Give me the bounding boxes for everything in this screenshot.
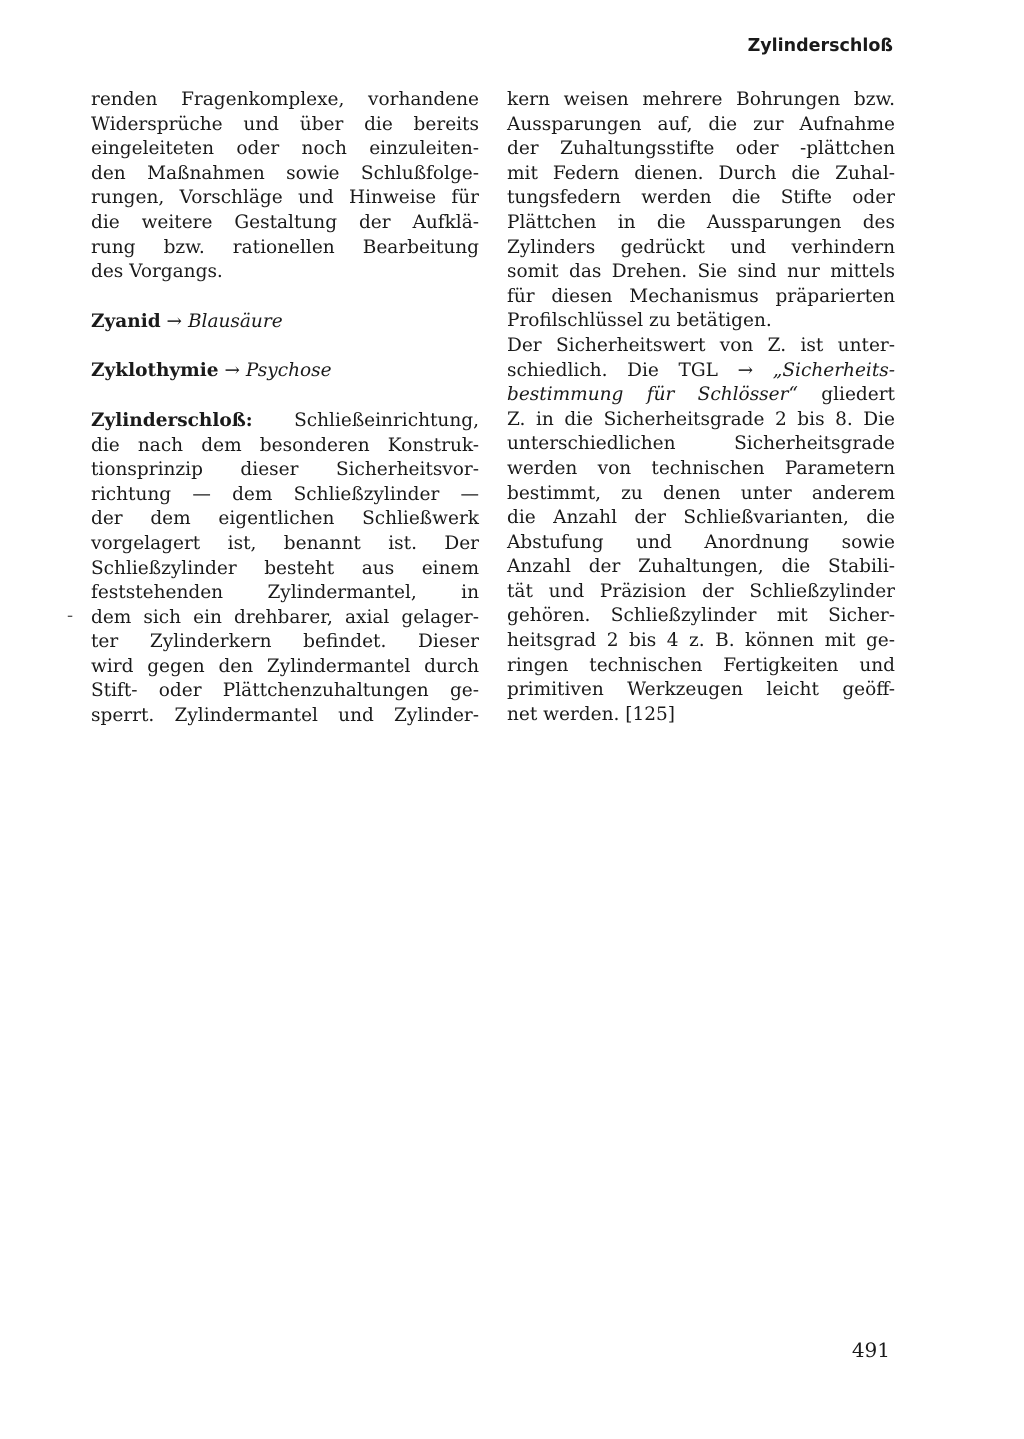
text-line: Stift- oder Plättchenzuhaltungen ge- — [91, 680, 479, 702]
text-line: Z. in die Sicherheitsgrade 2 bis 8. Die — [507, 408, 895, 430]
entry-term: Zylinderschloß: — [91, 409, 253, 431]
text-line: ter Zylinderkern befindet. Dieser — [91, 631, 479, 653]
arrow-icon: → — [224, 360, 240, 382]
text-line: heitsgrad 2 bis 4 z. B. können mit ge- — [507, 630, 895, 652]
text-line: Abstufung und Anordnung sowie — [507, 531, 895, 553]
text-line: Plättchen in die Aussparungen des — [507, 211, 895, 233]
text-line: die nach dem besonderen Konstruk- — [91, 434, 479, 456]
running-head: Zylinderschloß — [747, 36, 893, 56]
text-line: richtung — dem Schließzylinder — — [91, 483, 479, 505]
text-line: Schließzylinder besteht aus einem — [91, 557, 479, 579]
text-line: die weitere Gestaltung der Aufklä- — [91, 211, 479, 233]
text-line: werden von technischen Parametern — [507, 457, 895, 479]
text-line: Anzahl der Zuhaltungen, die Stabili- — [507, 556, 895, 578]
text-line: die Anzahl der Schließvarianten, die — [507, 507, 895, 529]
text-line: vorgelagert ist, benannt ist. Der — [91, 532, 479, 554]
margin-mark: - — [67, 605, 74, 626]
text-line: der Zuhaltungsstifte oder -plättchen — [507, 138, 895, 160]
text-line: tionsprinzip dieser Sicherheitsvor- — [91, 459, 479, 481]
text-line: dem sich ein drehbarer, axial gelager- — [91, 606, 479, 628]
text-line: tungsfedern werden die Stifte oder — [507, 187, 895, 209]
text-fragment: gliedert — [821, 384, 895, 406]
text-line: ringen technischen Fertigkeiten und — [507, 654, 895, 676]
cross-reference: Blausäure — [187, 310, 283, 332]
text-line: rung bzw. rationellen Bearbeitung — [91, 236, 479, 258]
text-line: den Maßnahmen sowie Schlußfolge- — [91, 162, 479, 184]
cross-reference: „Sicherheits- — [772, 359, 895, 381]
text-line: Profilschlüssel zu betätigen. — [507, 310, 772, 332]
right-column — [507, 88, 895, 727]
entry-zylinderschloss — [91, 409, 479, 729]
page-number: 491 — [851, 1338, 890, 1362]
text-line: wird gegen den Zylindermantel durch — [91, 655, 479, 677]
text-line: Der Sicherheitswert von Z. ist unter- — [507, 334, 895, 356]
text-line: kern weisen mehrere Bohrungen bzw. — [507, 89, 895, 110]
arrow-icon: → — [166, 310, 183, 332]
text-line: bestimmt, zu denen unter anderem — [507, 482, 895, 504]
text-line: renden Fragenkomplexe, vorhandene — [91, 89, 479, 110]
text-line: feststehenden Zylindermantel, in — [91, 582, 479, 604]
text-fragment: schiedlich. Die TGL → — [507, 359, 754, 381]
text-line: des Vorgangs. — [91, 261, 223, 283]
text-fragment: Schließeinrichtung, — [294, 409, 479, 431]
text-line: mit Federn dienen. Durch die Zuhal- — [507, 162, 895, 184]
text-line: gehören. Schließzylinder mit Sicher- — [507, 605, 895, 627]
text-line: tät und Präzision der Schließzylinder — [507, 580, 895, 602]
left-column — [91, 88, 479, 729]
text-line: Zylinders gedrückt und verhindern — [507, 236, 895, 258]
continuation-paragraph — [91, 88, 479, 285]
text-line: net werden. [125] — [507, 703, 676, 725]
text-line: rungen, Vorschläge und Hinweise für — [91, 187, 479, 209]
text-line: Widersprüche und über die bereits — [91, 113, 479, 135]
text-line: somit das Drehen. Sie sind nur mittels — [507, 261, 895, 283]
entry-term: Zyanid — [91, 310, 161, 332]
text-line: für diesen Mechanismus präparierten — [507, 285, 895, 307]
cross-reference: bestimmung für Schlösser“ — [507, 384, 798, 406]
entry-zyanid — [91, 310, 479, 335]
text-line: primitiven Werkzeugen leicht geöff- — [507, 679, 895, 701]
text-line: sperrt. Zylindermantel und Zylinder- — [91, 705, 479, 727]
text-line: der dem eigentlichen Schließwerk — [91, 508, 479, 530]
cross-reference: Psychose — [245, 360, 332, 382]
entry-zyklothymie — [91, 359, 479, 384]
text-line: Aussparungen auf, die zur Aufnahme — [507, 113, 895, 135]
entry-term: Zyklothymie — [91, 360, 219, 382]
text-line: unterschiedlichen Sicherheitsgrade — [507, 433, 895, 455]
text-line: eingeleiteten oder noch einzuleiten- — [91, 138, 479, 160]
